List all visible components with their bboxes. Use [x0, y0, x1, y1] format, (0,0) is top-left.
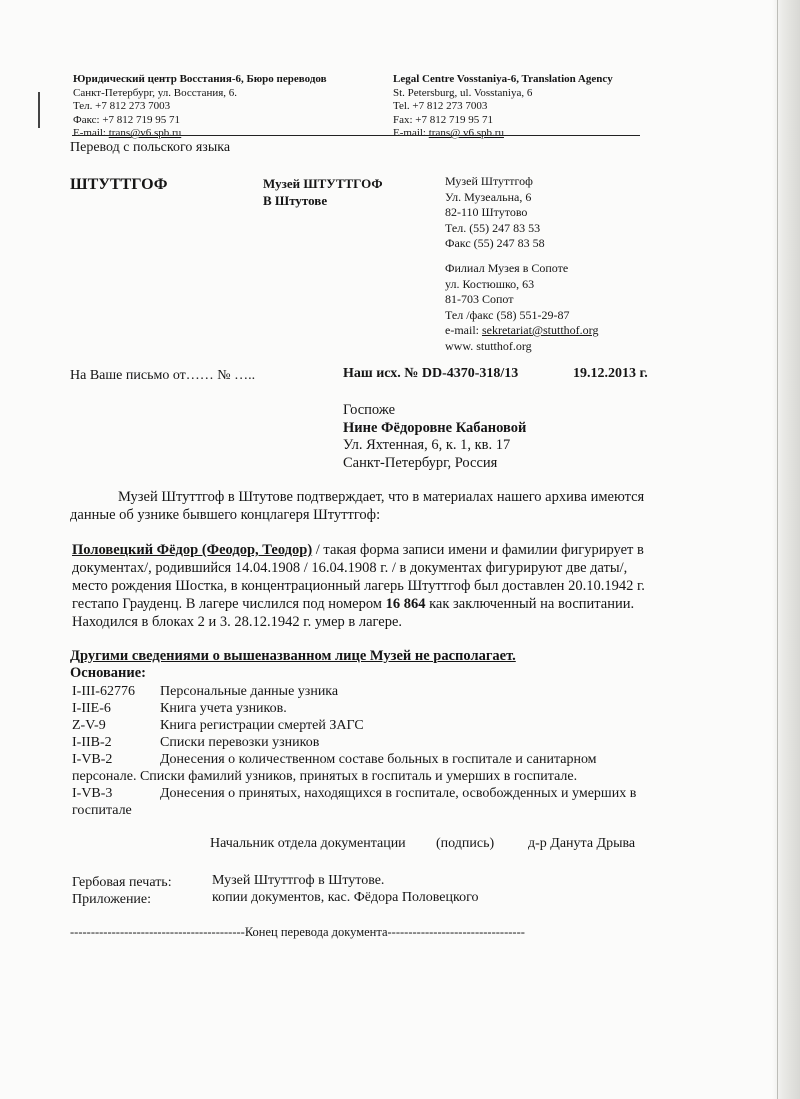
branch-email-label: e-mail:	[445, 323, 482, 337]
signature-mark: (подпись)	[436, 836, 495, 851]
source-code: I-VB-3	[72, 786, 113, 801]
letterhead-right-email-link[interactable]: trans@ v6.spb.ru	[428, 127, 504, 139]
source-row-continuation: госпитале	[72, 803, 132, 818]
signature-position: Начальник отдела документации	[210, 836, 406, 851]
letterhead-right-title: Legal Centre Vosstaniya-6, Translation Agency	[393, 73, 613, 85]
letterhead-left-email-label: E-mail:	[73, 127, 109, 139]
museum-logo-text: ШТУТТГОФ	[70, 176, 168, 193]
person-paragraph	[72, 541, 647, 631]
letterhead-left-email-link[interactable]: trans@v6.spb.ru	[108, 127, 182, 139]
translation-note: Перевод с польского языка	[70, 140, 231, 155]
branch-contact-line: 81-703 Сопот	[445, 292, 514, 306]
letterhead-right-fax: Fax: +7 812 719 95 71	[393, 113, 494, 126]
person-details-1: / такая форма записи имени и фамилии фигурирует в документах/, родившийся 14.04.1908 / 16.04.1908 г. / в документах фигурируют две даты/, место рождения Шостка, в концентрационный лагерь Штуттгоф был доставлен 20.10.1942 г. гестапо Грауденц. В лагере числился под номером	[72, 542, 645, 612]
letterhead-right-email-line	[393, 127, 613, 141]
source-text: Донесения о принятых, находящихся в госпитале, освобожденных и умерших в	[160, 786, 637, 801]
source-row-continuation: персонале. Списки фамилий узников, принятых в госпиталь и умерших в госпитале.	[72, 769, 578, 784]
intro-line-2: данные об узнике бывшего концлагеря Штуттгоф:	[70, 507, 381, 523]
letterhead-left	[73, 73, 327, 141]
source-code: I-VB-2	[72, 752, 113, 767]
intro-line-1: Музей Штуттгоф в Штутове подтверждает, что в материалах нашего архива имеются	[118, 489, 645, 505]
museum-contacts	[445, 174, 545, 252]
letterhead-divider	[72, 135, 640, 136]
letterhead-left-phone: Тел. +7 812 273 7003	[73, 100, 171, 112]
letter-date: 19.12.2013 г.	[573, 366, 648, 381]
source-text: Книга учета узников.	[160, 701, 287, 716]
letterhead-right-address: St. Petersburg, ul. Vosstaniya, 6	[393, 86, 533, 99]
museum-contact-line: Факс (55) 247 83 58	[445, 236, 545, 250]
letterhead-left-title: Юридический центр Восстания-6, Бюро переводов	[73, 73, 327, 85]
museum-contact-line: Ул. Музеальна, 6	[445, 189, 532, 204]
our-ref-number: Наш исх. № DD-4370-318/13	[343, 366, 519, 381]
source-code: I-IIE-6	[72, 701, 111, 716]
branch-contacts	[445, 261, 598, 354]
branch-email-link[interactable]: sekretariat@stutthof.org	[481, 323, 599, 337]
source-row	[72, 717, 364, 734]
letterhead-right-email-label: E-mail:	[393, 127, 429, 139]
source-row	[72, 683, 338, 700]
source-text: Книга регистрации смертей ЗАГС	[160, 718, 364, 733]
source-code: I-IIB-2	[72, 735, 112, 750]
letterhead-right	[393, 73, 613, 141]
museum-name-line1: Музей ШТУТТГОФ	[263, 176, 383, 191]
museum-contact-line: 82-110 Штутово	[445, 205, 528, 219]
museum-name-line2: В Штутове	[263, 193, 328, 208]
branch-contact-line: Тел /факс (58) 551-29-87	[445, 307, 570, 322]
margin-mark	[38, 92, 40, 128]
branch-contact-line: Филиал Музея в Сопоте	[445, 261, 569, 275]
source-row	[72, 751, 597, 768]
source-code: I-III-62776	[72, 684, 135, 699]
source-row	[72, 700, 287, 717]
branch-email-line	[445, 323, 598, 339]
attachment-label: Приложение:	[72, 892, 152, 907]
seal-value: Музей Штуттгоф в Штутове.	[212, 873, 385, 888]
source-code: Z-V-9	[72, 718, 106, 733]
source-text: Донесения о количественном составе больных в госпитале и санитарном	[160, 752, 597, 767]
end-of-translation: ------------------------------------------Конец перевода документа---------------------------------	[70, 925, 525, 939]
source-row	[72, 785, 636, 802]
person-details-2: как заключенный на воспитании. Находился в блоках 2 и 3. 28.12.1942 г. умер в лагере.	[72, 596, 635, 630]
addressee-salutation: Госпоже	[343, 402, 396, 418]
branch-contact-line: ул. Костюшко, 63	[445, 276, 535, 291]
prisoner-number: 16 864	[385, 596, 426, 612]
signatory-name: д-р Данута Дрыва	[528, 836, 636, 851]
addressee-name: Нине Фёдоровне Кабановой	[343, 419, 527, 436]
letterhead-left-address: Санкт-Петербург, ул. Восстания, 6.	[73, 86, 238, 99]
museum-name	[263, 175, 383, 209]
attachment-value: копии документов, кас. Фёдора Половецкого	[212, 890, 479, 905]
museum-contact-line: Тел. (55) 247 83 53	[445, 220, 541, 235]
page-edge-line	[777, 0, 778, 1099]
addressee-block	[343, 402, 526, 472]
museum-contact-line: Музей Штуттгоф	[445, 174, 533, 188]
branch-website[interactable]: www. stutthof.org	[445, 338, 532, 353]
basis-label: Основание:	[70, 665, 147, 681]
letterhead-left-email-line	[73, 127, 327, 141]
person-name: Половецкий Фёдор (Феодор, Теодор)	[72, 542, 313, 558]
letterhead-right-phone: Tel. +7 812 273 7003	[393, 100, 488, 112]
seal-label: Гербовая печать:	[72, 875, 172, 890]
source-text: Персональные данные узника	[160, 684, 339, 699]
source-text: Списки перевозки узников	[160, 735, 320, 750]
addressee-city: Санкт-Петербург, Россия	[343, 454, 498, 471]
source-row	[72, 734, 319, 751]
letterhead-left-fax: Факс: +7 812 719 95 71	[73, 113, 181, 126]
addressee-street: Ул. Яхтенная, 6, к. 1, кв. 17	[343, 437, 511, 453]
your-letter-ref: На Ваше письмо от…… № …..	[70, 368, 256, 383]
no-more-info: Другими сведениями о вышеназванном лице Музей не располагает.	[70, 648, 516, 664]
